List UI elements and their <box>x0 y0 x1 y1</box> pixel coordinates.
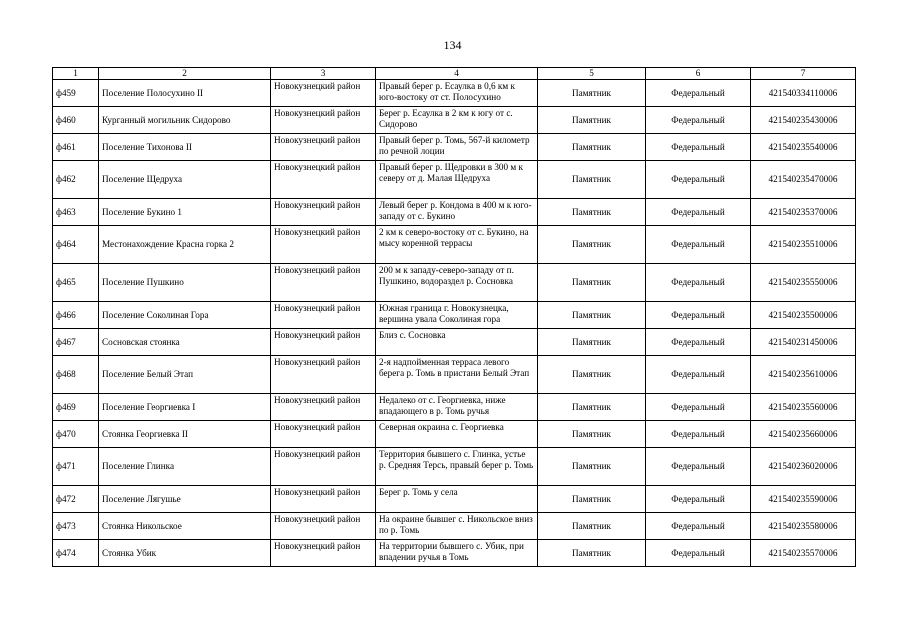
monument-name-cell: Стоянка Никольское <box>99 513 271 540</box>
significance-category-cell: Федеральный <box>646 161 751 199</box>
location-cell: Северная окраина с. Георгиевка <box>376 421 538 448</box>
monument-number-cell: ф463 <box>53 199 99 226</box>
district-cell: Новокузнецкий район <box>271 329 376 356</box>
table-row <box>53 329 856 356</box>
table-row <box>53 356 856 394</box>
table-row <box>53 486 856 513</box>
significance-category-cell: Федеральный <box>646 356 751 394</box>
monument-number-cell: ф471 <box>53 448 99 486</box>
registry-code-cell: 421540235500006 <box>751 302 856 329</box>
registry-code-cell: 421540235580006 <box>751 513 856 540</box>
monument-name-cell: Поселение Букино 1 <box>99 199 271 226</box>
column-header: 5 <box>538 68 646 80</box>
significance-category-cell: Федеральный <box>646 513 751 540</box>
monument-name-cell: Сосновская стоянка <box>99 329 271 356</box>
monument-name-cell: Стоянка Убик <box>99 540 271 567</box>
location-cell: Берег р. Томь у села <box>376 486 538 513</box>
monument-number-cell: ф473 <box>53 513 99 540</box>
monument-number-cell: ф469 <box>53 394 99 421</box>
significance-category-cell: Федеральный <box>646 199 751 226</box>
location-cell: Левый берег р. Кондома в 400 м к юго-западу от с. Букино <box>376 199 538 226</box>
monument-name-cell: Поселение Пушкино <box>99 264 271 302</box>
heritage-registry-table <box>52 67 856 567</box>
object-type-cell: Памятник <box>538 394 646 421</box>
object-type-cell: Памятник <box>538 80 646 107</box>
location-cell: На окраине бывшег с. Никольское вниз по р. Томь <box>376 513 538 540</box>
table-row <box>53 394 856 421</box>
significance-category-cell: Федеральный <box>646 394 751 421</box>
district-cell: Новокузнецкий район <box>271 356 376 394</box>
object-type-cell: Памятник <box>538 356 646 394</box>
column-header: 3 <box>271 68 376 80</box>
significance-category-cell: Федеральный <box>646 421 751 448</box>
object-type-cell: Памятник <box>538 226 646 264</box>
column-header: 2 <box>99 68 271 80</box>
monument-number-cell: ф472 <box>53 486 99 513</box>
significance-category-cell: Федеральный <box>646 448 751 486</box>
location-cell: Правый берег р. Есаулка в 0,6 км к юго-востоку от ст. Полосухино <box>376 80 538 107</box>
district-cell: Новокузнецкий район <box>271 513 376 540</box>
significance-category-cell: Федеральный <box>646 107 751 134</box>
location-cell: 2 км к северо-востоку от с. Букино, на мысу коренной террасы <box>376 226 538 264</box>
monument-number-cell: ф459 <box>53 80 99 107</box>
page-number: 134 <box>443 38 462 52</box>
registry-code-cell: 421540235430006 <box>751 107 856 134</box>
table-row <box>53 540 856 567</box>
monument-number-cell: ф464 <box>53 226 99 264</box>
location-cell: 2-я надпойменная терраса левого берега р. Томь в пристани Белый Этап <box>376 356 538 394</box>
district-cell: Новокузнецкий район <box>271 302 376 329</box>
district-cell: Новокузнецкий район <box>271 448 376 486</box>
location-cell: Близ с. Сосновка <box>376 329 538 356</box>
significance-category-cell: Федеральный <box>646 80 751 107</box>
monument-number-cell: ф467 <box>53 329 99 356</box>
registry-code-cell: 421540235550006 <box>751 264 856 302</box>
registry-code-cell: 421540235560006 <box>751 394 856 421</box>
object-type-cell: Памятник <box>538 107 646 134</box>
location-cell: Берег р. Есаулка в 2 км к югу от с. Сидорово <box>376 107 538 134</box>
table-row <box>53 134 856 161</box>
location-cell: 200 м к западу-северо-западу от п. Пушкино, водораздел р. Сосновка <box>376 264 538 302</box>
district-cell: Новокузнецкий район <box>271 107 376 134</box>
registry-code-cell: 421540235370006 <box>751 199 856 226</box>
table-row <box>53 161 856 199</box>
table-row <box>53 80 856 107</box>
registry-code-cell: 421540235590006 <box>751 486 856 513</box>
monument-number-cell: ф470 <box>53 421 99 448</box>
significance-category-cell: Федеральный <box>646 226 751 264</box>
location-cell: Правый берег р. Щедровки в 300 м к северу от д. Малая Щедруха <box>376 161 538 199</box>
column-header: 6 <box>646 68 751 80</box>
object-type-cell: Памятник <box>538 161 646 199</box>
table-row <box>53 448 856 486</box>
object-type-cell: Памятник <box>538 264 646 302</box>
column-number-row <box>53 68 856 80</box>
district-cell: Новокузнецкий район <box>271 394 376 421</box>
monument-number-cell: ф461 <box>53 134 99 161</box>
column-header: 1 <box>53 68 99 80</box>
table-row <box>53 264 856 302</box>
location-cell: Правый берег р. Томь, 567-й километр по речной лоции <box>376 134 538 161</box>
registry-code-cell: 421540235510006 <box>751 226 856 264</box>
monument-number-cell: ф460 <box>53 107 99 134</box>
significance-category-cell: Федеральный <box>646 134 751 161</box>
registry-code-cell: 421540334110006 <box>751 80 856 107</box>
monument-name-cell: Поселение Тихонова II <box>99 134 271 161</box>
district-cell: Новокузнецкий район <box>271 161 376 199</box>
significance-category-cell: Федеральный <box>646 540 751 567</box>
registry-code-cell: 421540235470006 <box>751 161 856 199</box>
monument-number-cell: ф468 <box>53 356 99 394</box>
column-header: 7 <box>751 68 856 80</box>
monument-name-cell: Поселение Лягушье <box>99 486 271 513</box>
monument-name-cell: Поселение Полосухино II <box>99 80 271 107</box>
monument-number-cell: ф466 <box>53 302 99 329</box>
location-cell: На территории бывшего с. Убик, при впадении ручья в Томь <box>376 540 538 567</box>
object-type-cell: Памятник <box>538 486 646 513</box>
object-type-cell: Памятник <box>538 329 646 356</box>
monument-name-cell: Местонахождение Красна горка 2 <box>99 226 271 264</box>
monument-name-cell: Поселение Глинка <box>99 448 271 486</box>
table-row <box>53 107 856 134</box>
registry-code-cell: 421540235660006 <box>751 421 856 448</box>
object-type-cell: Памятник <box>538 134 646 161</box>
monument-name-cell: Поселение Щедруха <box>99 161 271 199</box>
monument-number-cell: ф465 <box>53 264 99 302</box>
object-type-cell: Памятник <box>538 199 646 226</box>
object-type-cell: Памятник <box>538 448 646 486</box>
location-cell: Недалеко от с. Георгиевка, ниже впадающего в р. Томь ручья <box>376 394 538 421</box>
table-row <box>53 199 856 226</box>
district-cell: Новокузнецкий район <box>271 421 376 448</box>
district-cell: Новокузнецкий район <box>271 80 376 107</box>
monument-number-cell: ф474 <box>53 540 99 567</box>
monument-name-cell: Курганный могильник Сидорово <box>99 107 271 134</box>
object-type-cell: Памятник <box>538 302 646 329</box>
registry-code-cell: 421540235610006 <box>751 356 856 394</box>
object-type-cell: Памятник <box>538 513 646 540</box>
significance-category-cell: Федеральный <box>646 329 751 356</box>
district-cell: Новокузнецкий район <box>271 134 376 161</box>
registry-code-cell: 421540235540006 <box>751 134 856 161</box>
district-cell: Новокузнецкий район <box>271 486 376 513</box>
monument-name-cell: Стоянка Георгиевка II <box>99 421 271 448</box>
location-cell: Южная граница г. Новокузнецка, вершина увала Соколиная гора <box>376 302 538 329</box>
monument-number-cell: ф462 <box>53 161 99 199</box>
monument-name-cell: Поселение Соколиная Гора <box>99 302 271 329</box>
column-header: 4 <box>376 68 538 80</box>
significance-category-cell: Федеральный <box>646 264 751 302</box>
registry-code-cell: 421540235570006 <box>751 540 856 567</box>
significance-category-cell: Федеральный <box>646 302 751 329</box>
table-row <box>53 421 856 448</box>
monument-name-cell: Поселение Белый Этап <box>99 356 271 394</box>
significance-category-cell: Федеральный <box>646 486 751 513</box>
object-type-cell: Памятник <box>538 421 646 448</box>
table-row <box>53 302 856 329</box>
registry-code-cell: 421540236020006 <box>751 448 856 486</box>
district-cell: Новокузнецкий район <box>271 264 376 302</box>
district-cell: Новокузнецкий район <box>271 540 376 567</box>
district-cell: Новокузнецкий район <box>271 226 376 264</box>
object-type-cell: Памятник <box>538 540 646 567</box>
location-cell: Территория бывшего с. Глинка, устье р. Средняя Терсь, правый берег р. Томь <box>376 448 538 486</box>
table-row <box>53 513 856 540</box>
registry-code-cell: 421540231450006 <box>751 329 856 356</box>
monument-name-cell: Поселение Георгиевка I <box>99 394 271 421</box>
table-row <box>53 226 856 264</box>
district-cell: Новокузнецкий район <box>271 199 376 226</box>
